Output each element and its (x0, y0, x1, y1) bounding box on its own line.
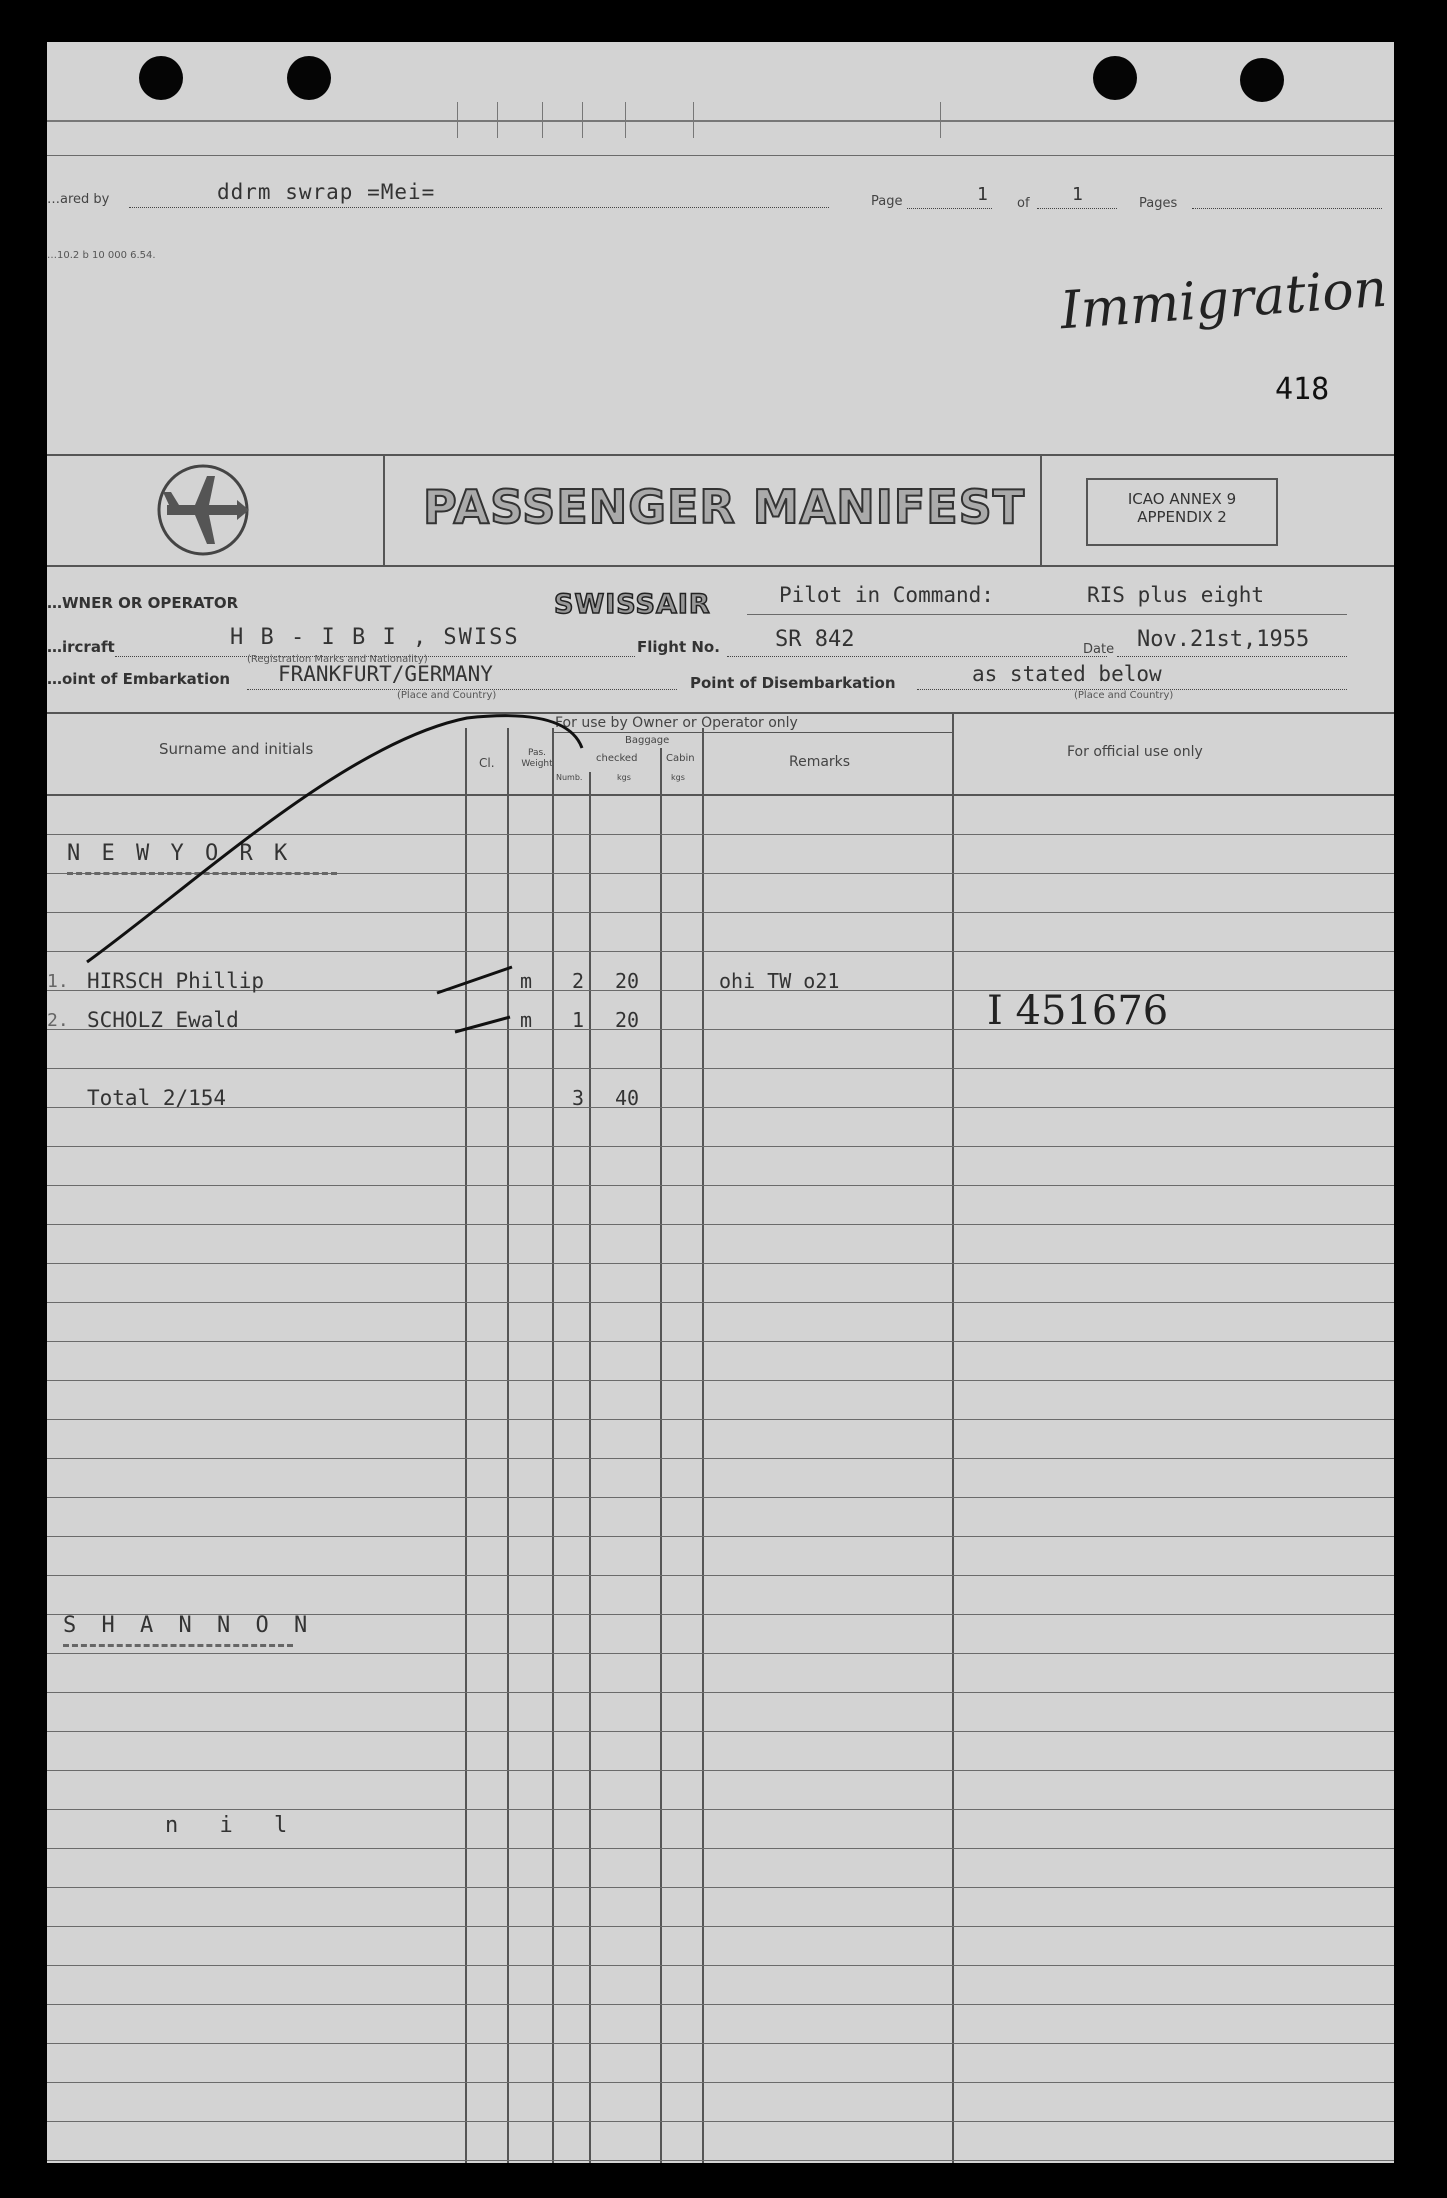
icao-annex: ICAO ANNEX 9 (1127, 490, 1237, 508)
passenger-name: SCHOLZ Ewald (87, 1008, 239, 1032)
date-value: Nov.21st,1955 (1137, 627, 1310, 652)
embarkation-value: FRANKFURT/GERMANY (278, 662, 493, 686)
sheet-number: 418 (1275, 372, 1330, 407)
form-code: …10.2 b 10 000 6.54. (47, 250, 156, 261)
total-bag-count: 3 (572, 1086, 585, 1110)
col-surname-header: Surname and initials (159, 740, 314, 758)
flight-label: Flight No. (637, 638, 720, 656)
date-label: Date (1083, 642, 1115, 657)
col-official-header: For official use only (1067, 744, 1203, 760)
col-kgs-header: kgs (617, 773, 631, 782)
prepared-by-label: …ared by (47, 192, 110, 207)
col-cl-header: Cl. (479, 756, 495, 770)
row-index: 1. (47, 971, 69, 992)
of-label: of (1017, 196, 1030, 211)
handwritten-note: Immigration (1058, 258, 1389, 342)
nil-text: n i l (165, 1813, 302, 1838)
pilot-label: Pilot in Command: (779, 583, 994, 607)
col-weight-header: Pas. Weight (521, 748, 553, 769)
page-number: 1 (977, 184, 988, 205)
passenger-remarks: ohi TW o21 (719, 969, 840, 993)
page-total: 1 (1072, 184, 1083, 205)
disembarkation-value: as stated below (972, 662, 1162, 686)
disembarkation-label: Point of Disembarkation (690, 674, 896, 692)
destination-shannon: S H A N N O N (63, 1613, 314, 1638)
flight-value: SR 842 (775, 627, 855, 652)
passenger-name: HIRSCH Phillip (87, 969, 265, 993)
col-numb-header: Numb. (556, 773, 583, 782)
bag-weight: 20 (615, 969, 640, 993)
aircraft-note: (Registration Marks and Nationality) (247, 654, 428, 665)
pilot-value: RIS plus eight (1087, 583, 1265, 607)
embarkation-note: (Place and Country) (397, 690, 497, 701)
total-label: Total 2/154 (87, 1086, 227, 1110)
col-cabin-kgs-header: kgs (671, 773, 685, 782)
pen-strokes (47, 42, 1394, 2163)
total-bag-weight: 40 (615, 1086, 640, 1110)
passenger-class: m (520, 1008, 533, 1032)
page-label: Page (871, 194, 903, 209)
bag-weight: 20 (615, 1008, 640, 1032)
col-owner-header: For use by Owner or Operator only (555, 715, 798, 731)
col-checked-header: checked (596, 753, 638, 764)
disembarkation-note: (Place and Country) (1074, 690, 1174, 701)
destination-new-york: N E W Y O R K (67, 841, 292, 866)
prepared-by-value: ddrm swrap =Mei= (217, 180, 436, 204)
passenger-class: m (520, 969, 533, 993)
col-remarks-header: Remarks (789, 754, 851, 770)
aircraft-value: H B - I B I , SWISS (230, 625, 520, 650)
aircraft-label: …ircraft (47, 638, 115, 656)
airline-name: SWISSAIR (554, 589, 711, 620)
bag-count: 1 (572, 1008, 585, 1032)
official-number: I 451676 (987, 988, 1169, 1034)
col-baggage-header: Baggage (625, 735, 670, 746)
embarkation-label: …oint of Embarkation (47, 670, 231, 688)
manifest-page (47, 42, 1394, 2163)
owner-operator-label: …WNER OR OPERATOR (47, 594, 239, 612)
page-title: PASSENGER MANIFEST (423, 480, 1026, 534)
pages-label: Pages (1139, 196, 1178, 211)
bag-count: 2 (572, 969, 585, 993)
row-index: 2. (47, 1010, 69, 1031)
col-cabin-header: Cabin (666, 753, 695, 764)
icao-appendix: APPENDIX 2 (1137, 508, 1227, 526)
